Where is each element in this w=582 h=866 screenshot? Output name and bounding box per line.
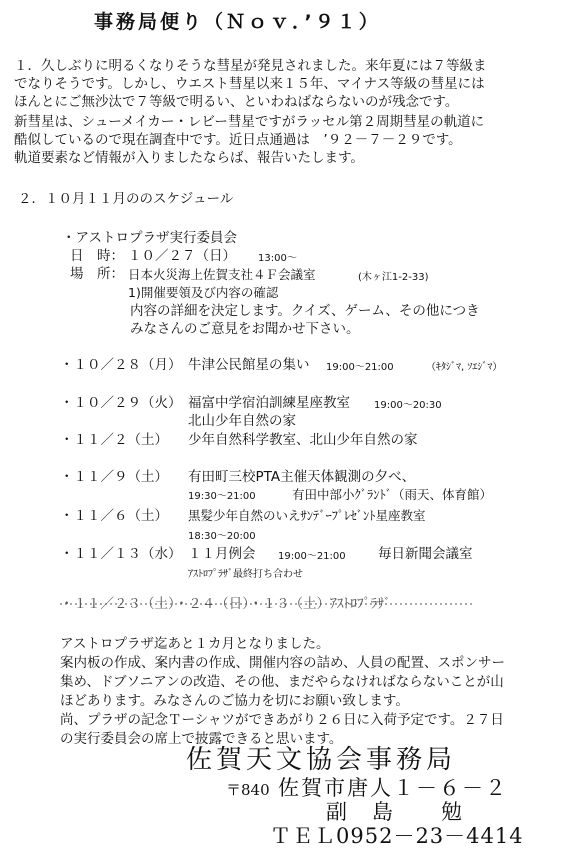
- event-line2: 有田中部小ｸﾞﾗﾝﾄﾞ（雨天、体育館）: [292, 487, 493, 502]
- event-time: 19:00～21:00: [278, 551, 346, 562]
- section1-line: 新彗星は、シューメイカー・レビー彗星ですがラッセル第２周期彗星の軌道に: [14, 114, 485, 130]
- postal-code: 〒840: [226, 781, 270, 799]
- section1-line: １．久しぶりに明るくなりそうな彗星が発見されました。来年夏には７等級ま: [14, 58, 487, 74]
- meeting-place-label: 場 所：: [70, 266, 124, 282]
- meeting-title: ・アストロプラザ実行委員会: [62, 230, 237, 246]
- event-date: ・１１／１３（水）: [60, 546, 182, 562]
- section1-line: ほんとにご無沙汰で７等級で明るい、といわねばならないのが残念です。: [14, 94, 459, 110]
- event-date: ・１１／２（土）: [60, 432, 168, 448]
- meeting-place-note: (木ヶ江1-2-33): [358, 272, 429, 283]
- event-desc: 少年自然科学教室、北山少年自然の家: [188, 432, 418, 448]
- page-title: 事務局便り（Ｎｏｖ．’９１）: [94, 11, 381, 33]
- event-line2: ｱｽﾄﾛﾌﾟﾗｻﾞ最終打ち合わせ: [188, 569, 303, 580]
- event-note: （ｷﾀｼﾞﾏ, ｿｴｼﾞﾏ）: [426, 362, 503, 373]
- event-desc: 有田町三校PTA主催天体観測の夕べ、: [188, 469, 416, 485]
- section1-line: 軌道要素など情報が入りましたならば、報告いたします。: [14, 150, 364, 166]
- telephone: ＴＥＬ0952－23－4414: [270, 824, 524, 848]
- agenda-title: 1)開催要領及び内容の確認: [128, 285, 279, 300]
- address: 佐賀市唐人１－６－２: [278, 776, 508, 800]
- event-date: ・１０／２９（火）: [60, 395, 182, 411]
- event-desc: １１月例会: [188, 546, 256, 562]
- event-date: ・１１／９（土）: [60, 469, 168, 485]
- closing-line: アストロプラザ迄あと１カ月となりました。: [60, 636, 330, 652]
- schedule-heading: ２．１０月１１月ののスケジュール: [18, 191, 234, 207]
- meeting-date-time: 13:00～: [258, 253, 297, 264]
- strike-through-marks: [58, 596, 478, 612]
- meeting-place-value: 日本火災海上佐賀支社４Ｆ会議室: [128, 267, 316, 282]
- event-desc: 牛津公民館星の集い: [188, 357, 310, 373]
- agenda-line: 内容の詳細を決定します。クイズ、ゲーム、その他につき: [130, 303, 480, 319]
- struck-event-line: ・１１／２３（土）・２４（日）・１３（土）ｱｽﾄﾛﾌﾟﾗｻﾞ: [60, 596, 391, 612]
- event-desc: 福富中学宿泊訓練星座教室: [188, 395, 350, 411]
- event-line2: 北山少年自然の家: [188, 413, 296, 429]
- event-time: 18:30～20:00: [188, 531, 256, 542]
- closing-line: 案内板の作成、案内書の作成、開催内容の詰め、人員の配置、スポンサー: [60, 655, 505, 671]
- event-time: 19:00～20:30: [374, 400, 442, 411]
- event-place: 毎日新聞会議室: [378, 546, 473, 562]
- closing-line: 尚、プラザの記念Ｔーシャツができあがり２６日に入荷予定です。２７日: [60, 712, 504, 728]
- contact-name: 副 島 勉: [326, 800, 464, 824]
- closing-line: 集め、ドブソニアンの改造、その他、まだやらなければならないことが山: [60, 674, 504, 690]
- meeting-date-value: １０／２７（日）: [128, 248, 236, 264]
- event-time: 19:30～21:00: [188, 491, 256, 502]
- organization-name: 佐賀天文協会事務局: [186, 745, 457, 775]
- event-desc: 黒髪少年自然のいえｻﾝﾃﾞｰﾌﾟﾚｾﾞﾝﾄ星座教室: [188, 508, 426, 523]
- section1-line: 酷似しているので現在調査中です。近日点通過は ’９２－７－２９です。: [14, 132, 462, 148]
- event-time: 19:00～21:00: [326, 362, 394, 373]
- section1-line: でなりそうです。しかし、ウエスト彗星以来１５年、マイナス等級の彗星には: [14, 76, 485, 92]
- agenda-line: みなさんのご意見をお聞かせ下さい。: [130, 321, 360, 337]
- closing-line: の実行委員会の席上で披露できると思います。: [60, 731, 343, 747]
- closing-line: ほどあります。みなさんのご協力を切にお願い致します。: [60, 693, 409, 709]
- event-date: ・１１／６（土）: [60, 508, 168, 524]
- event-date: ・１０／２８（月）: [60, 357, 182, 373]
- meeting-date-label: 日 時：: [70, 248, 124, 264]
